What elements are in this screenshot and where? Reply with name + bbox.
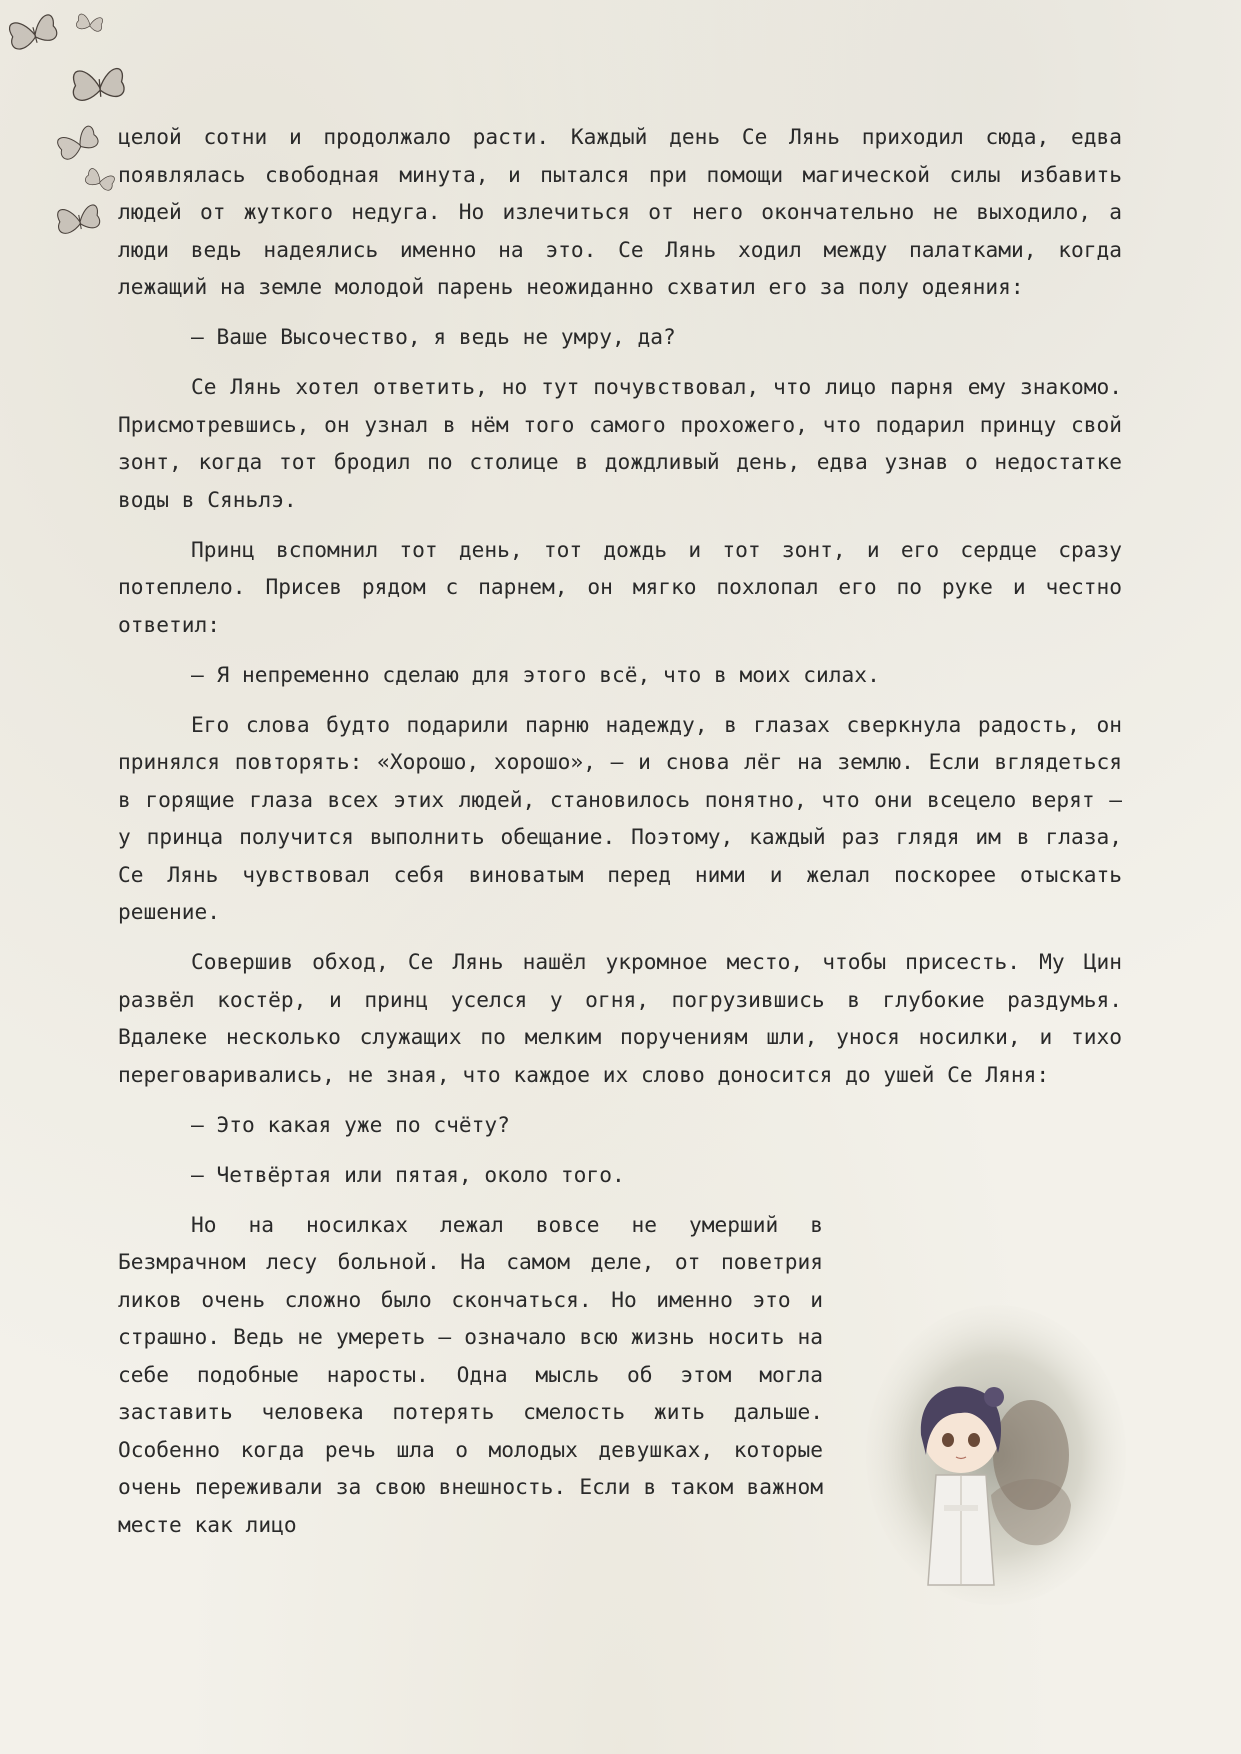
paragraph: Се Лянь хотел ответить, но тут почувствовал, что лицо парня ему знакомо. Присмотревшись, он узнал в нём того самого прохожего, что подарил принцу свой зонт, когда тот бродил по столице в дождливый день, едва узнав о недостатке воды в Сяньлэ. <box>118 374 1122 512</box>
butterfly-icon <box>76 13 104 32</box>
dialog-line: — Я непременно сделаю для этого всё, что в моих силах. <box>191 661 880 687</box>
butterfly-icon <box>84 167 116 192</box>
chibi-character-illustration <box>866 1305 1126 1605</box>
paragraph: Совершив обход, Се Лянь нашёл укромное место, чтобы присесть. Му Цин развёл костёр, и принц уселся у огня, погрузившись в глубокие раздумья. Вдалеке несколько служащих по мелким поручениям шли, унося носилки, и тихо переговаривались, не зная, что каждое их слово доносится до ушей Се Ляня: <box>118 949 1122 1087</box>
paragraph: Его слова будто подарили парню надежду, в глазах сверкнула радость, он принялся повторять: «Хорошо, хорошо», — и снова лёг на землю. Если вглядеться в горящие глаза всех этих людей, становилось понятно, что они всецело верят — у принца получится выполнить обещание. Поэтому, каждый раз глядя им в глаза, Се Лянь чувствовал себя виноватым перед ними и желал поскорее отыскать решение. <box>118 711 1122 924</box>
dialog-line: — Четвёртая или пятая, около того. <box>191 1161 625 1187</box>
paragraph: Но на носилках лежал вовсе не умерший в Безмрачном лесу больной. На самом деле, от поветрия ликов очень сложно было скончаться. Но именно это и страшно. Ведь не умереть — означало всю жизнь носить на себе подобные наросты. Одна мысль об этом могла заставить человека потерять смелость жить дальше. Особенно когда речь шла о молодых девушках, которые очень переживали за свою внешность. Если в таком важном месте как лицо <box>118 1211 823 1537</box>
butterfly-icon <box>55 124 100 161</box>
paragraph: целой сотни и продолжало расти. Каждый день Се Лянь приходил сюда, едва появлялась свободная минута, и пытался при помощи магической силы избавить людей от жуткого недуга. Но излечиться от него окончательно не выходило, а люди ведь надеялись именно на это. Се Лянь ходил между палатками, когда лежащий на земле молодой парень неожиданно схватил его за полу одеяния: <box>118 124 1122 299</box>
butterfly-icon <box>56 203 101 234</box>
butterfly-icon <box>71 67 124 101</box>
butterfly-icon <box>7 13 59 51</box>
dialog-line: — Это какая уже по счёту? <box>191 1111 510 1137</box>
dialog-line: — Ваше Высочество, я ведь не умру, да? <box>191 324 676 349</box>
paragraph: Принц вспомнил тот день, тот дождь и тот зонт, и его сердце сразу потеплело. Присев рядом с парнем, он мягко похлопал его по руке и честно ответил: <box>118 536 1122 637</box>
